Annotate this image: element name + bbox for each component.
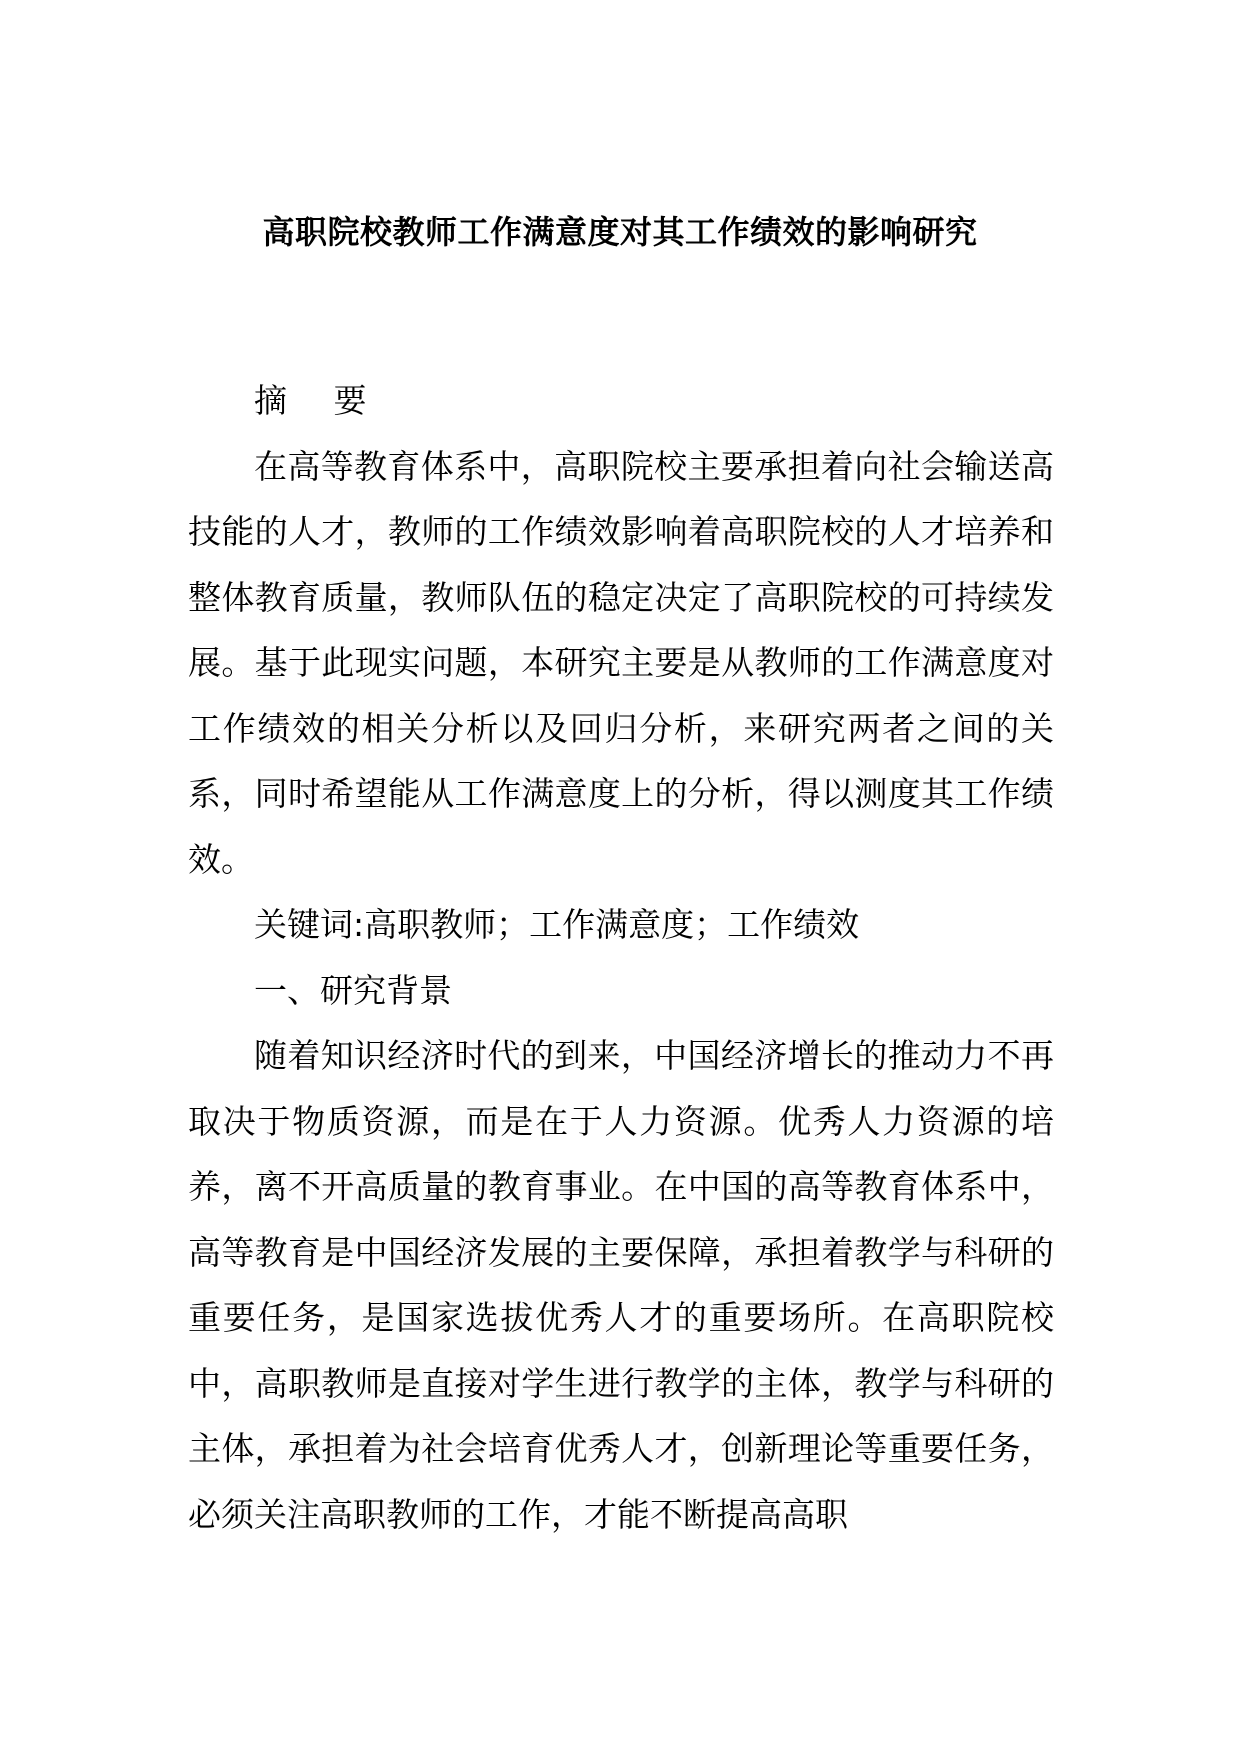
document-body [188,368,1054,1547]
keywords-line: 关键词:高职教师；工作满意度；工作绩效 [254,905,860,944]
abstract-paragraph: 在高等教育体系中，高职院校主要承担着向社会输送高技能的人才，教师的工作绩效影响着高职院校的人才培养和整体教育质量，教师队伍的稳定决定了高职院校的可持续发展。基于此现实问题，本研究主要是从教师的工作满意度对工作绩效的相关分析以及回归分析，来研究两者之间的关系，同时希望能从工作满意度上的分析，得以测度其工作绩效。 [188,446,1054,879]
abstract-heading: 摘 要 [254,381,385,420]
section-heading-background: 一、研究背景 [254,970,452,1010]
background-paragraph: 随着知识经济时代的到来，中国经济增长的推动力不再取决于物质资源，而是在于人力资源。优秀人力资源的培养，离不开高质量的教育事业。在中国的高等教育体系中，高等教育是中国经济发展的主要保障，承担着教学与科研的重要任务，是国家选拔优秀人才的重要场所。在高职院校中，高职教师是直接对学生进行教学的主体，教学与科研的主体，承担着为社会培育优秀人才，创新理论等重要任务，必须关注高职教师的工作，才能不断提高高职 [188,1036,1054,1534]
document-title: 高职院校教师工作满意度对其工作绩效的影响研究 [262,213,978,251]
